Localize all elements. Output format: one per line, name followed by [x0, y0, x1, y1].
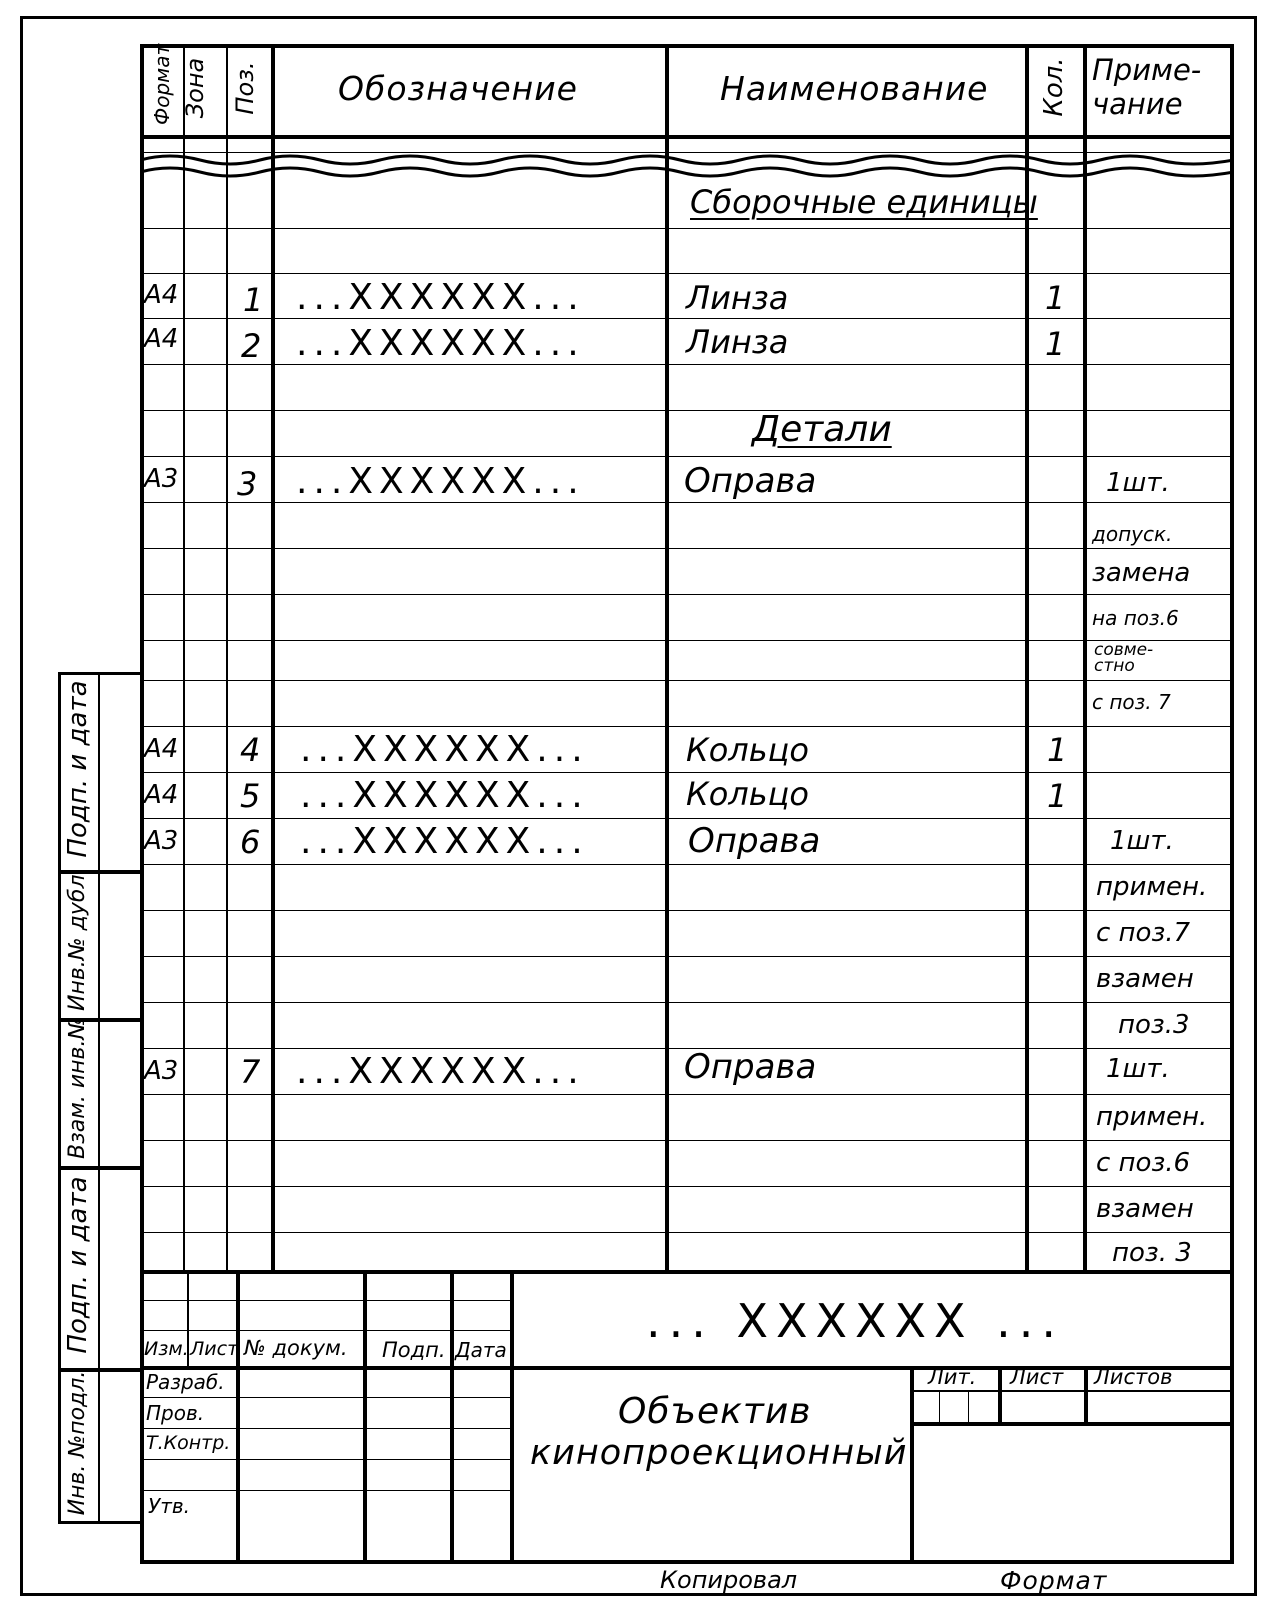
tb-row-7 [140, 1490, 510, 1491]
row-pos: 5 [240, 777, 261, 815]
title-block-top [140, 1270, 1234, 1274]
section-assemblies: Сборочные единицы [690, 183, 1038, 221]
header-note-line1: Приме- [1092, 53, 1202, 87]
side-label-sign-date-2: Подп. и дата [63, 1176, 93, 1354]
footer-format: Формат [1000, 1566, 1108, 1595]
side-label-inv-podl: Инв. №подл. [65, 1370, 90, 1516]
row-designation: ...ХХХХХХ... [300, 775, 589, 816]
tb-row-6 [140, 1459, 510, 1460]
row-note: 1шт. [1106, 1054, 1170, 1084]
row-pos: 2 [241, 327, 262, 365]
footer-copied: Копировал [660, 1566, 798, 1594]
tb-sheets-label: Листов [1094, 1365, 1173, 1389]
tb-lit-left [910, 1366, 914, 1564]
tb-sheets-left [1084, 1366, 1088, 1422]
side-strip-divider [98, 672, 100, 1524]
row-name: Оправа [684, 461, 817, 501]
row-name: Кольцо [686, 775, 809, 813]
row-format: А3 [144, 826, 179, 856]
tb-role-checker: Пров. [146, 1401, 205, 1425]
row-pos: 7 [240, 1053, 261, 1091]
header-qty: Кол. [1039, 57, 1069, 117]
tb-row-2 [140, 1330, 510, 1331]
side-label-vzam-inv: Взам. инв.№ [65, 1016, 90, 1159]
row-format: А3 [144, 1056, 179, 1086]
break-wave [140, 150, 1234, 180]
tb-lit-row [910, 1390, 1234, 1392]
tb-col-list: Лист [190, 1338, 239, 1360]
tb-col-4 [450, 1270, 454, 1564]
tb-lit-bottom [910, 1422, 1234, 1426]
header-format: Формат [150, 43, 174, 125]
row-name: Линза [686, 279, 789, 317]
tb-row-1 [140, 1300, 510, 1301]
product-title-line2: кинопроекционный [530, 1433, 908, 1473]
row-qty: 1 [1045, 325, 1066, 363]
row-qty: 1 [1047, 731, 1068, 769]
tb-lit-cell-2 [968, 1390, 969, 1422]
header-name: Наименование [720, 69, 989, 108]
row-qty: 1 [1045, 279, 1066, 317]
tb-col-doc: № докум. [244, 1336, 348, 1360]
header-designation: Обозначение [338, 69, 578, 108]
side-label-sign-date-1: Подп. и дата [63, 680, 93, 858]
side-label-inv-dubl: Инв.№ дубл. [65, 867, 90, 1011]
tb-role-developer: Разраб. [146, 1370, 225, 1394]
row-format: А3 [144, 464, 179, 494]
row-name: Кольцо [686, 731, 809, 769]
row-designation: ...ХХХХХХ... [300, 729, 589, 770]
section-parts: Детали [752, 409, 892, 450]
row-format: А4 [144, 280, 179, 310]
tb-lit-right [998, 1366, 1002, 1422]
tb-role-approved: Утв. [148, 1494, 190, 1518]
row-designation: ...ХХХХХХ... [296, 323, 585, 364]
row-note: 1шт. [1106, 468, 1170, 498]
row-designation: ...ХХХХХХ... [296, 1051, 585, 1092]
header-bottom-line [140, 135, 1234, 139]
row-designation: ...ХХХХХХ... [296, 277, 585, 318]
document-code: ... ХХХХХХ ... [646, 1294, 1065, 1348]
tb-col-sign: Подп. [382, 1338, 446, 1362]
header-pos: Поз. [231, 61, 259, 115]
tb-col-2 [236, 1270, 240, 1564]
row-note: 1шт. [1110, 826, 1174, 856]
row-name: Оправа [688, 821, 821, 861]
tb-role-tcontrol: Т.Контр. [146, 1432, 231, 1454]
tb-col-date: Дата [455, 1338, 507, 1362]
row-pos: 4 [240, 731, 261, 769]
tb-lit-cell-1 [939, 1390, 940, 1422]
tb-row-4 [140, 1397, 510, 1398]
row-qty: 1 [1047, 777, 1068, 815]
tb-col-3 [363, 1270, 367, 1564]
tb-sheet-label: Лист [1010, 1365, 1064, 1389]
row-pos: 1 [243, 281, 264, 319]
tb-col-code [510, 1270, 514, 1564]
row-format: А4 [144, 780, 179, 810]
row-format: А4 [144, 734, 179, 764]
header-note-line2: чание [1092, 87, 1183, 121]
tb-col-izm: Изм. [144, 1338, 189, 1360]
tb-row-5 [140, 1428, 510, 1429]
tb-row-3 [140, 1366, 1234, 1370]
row-designation: ...ХХХХХХ... [300, 821, 589, 862]
row-name: Оправа [684, 1047, 817, 1087]
row-designation: ...ХХХХХХ... [296, 461, 585, 502]
row-pos: 3 [237, 465, 258, 503]
header-zone: Зона [181, 57, 209, 119]
row-format: А4 [144, 324, 179, 354]
row-name: Линза [686, 323, 789, 361]
row-pos: 6 [240, 823, 261, 861]
tb-lit-label: Лит. [928, 1365, 977, 1389]
product-title-line1: Объектив [618, 1391, 812, 1432]
